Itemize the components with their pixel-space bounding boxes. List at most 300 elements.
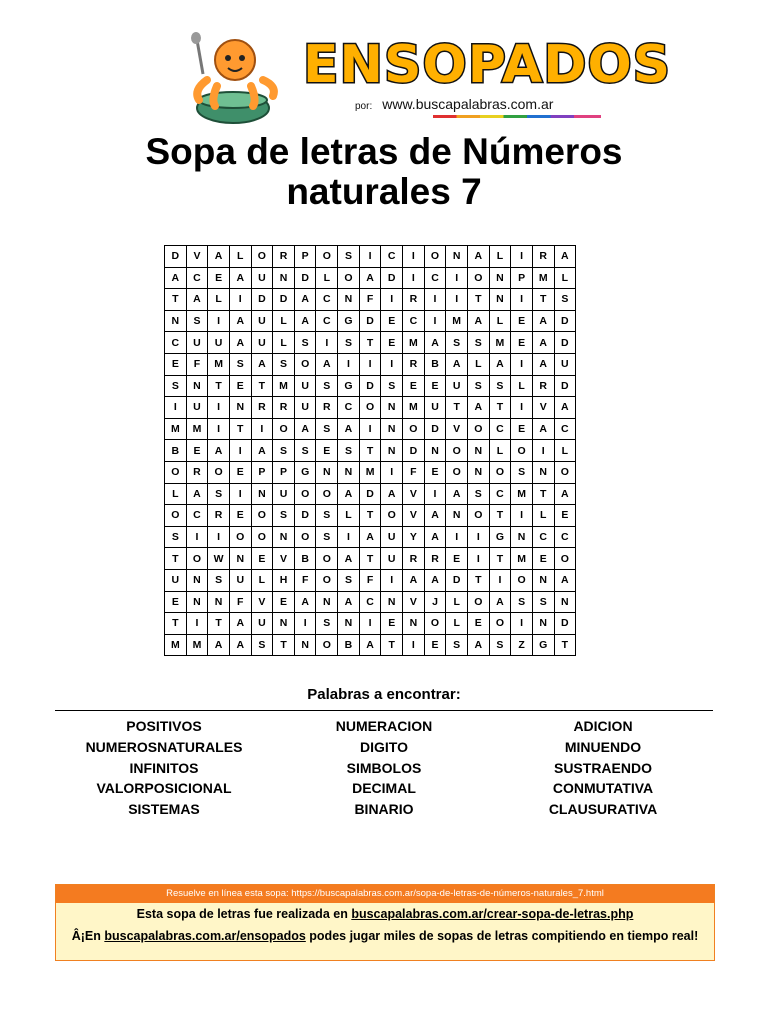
grid-cell[interactable]: S [467, 375, 489, 397]
grid-cell[interactable]: O [316, 634, 338, 656]
grid-cell[interactable]: N [489, 267, 511, 289]
grid-cell[interactable]: A [359, 267, 381, 289]
grid-cell[interactable]: V [403, 505, 425, 527]
grid-cell[interactable]: T [381, 634, 403, 656]
grid-cell[interactable]: I [381, 461, 403, 483]
grid-cell[interactable]: V [446, 418, 468, 440]
grid-cell[interactable]: S [294, 440, 316, 462]
grid-cell[interactable]: R [251, 397, 273, 419]
grid-cell[interactable]: S [446, 634, 468, 656]
grid-cell[interactable]: V [403, 591, 425, 613]
grid-cell[interactable]: I [359, 613, 381, 635]
grid-cell[interactable]: A [338, 591, 360, 613]
grid-cell[interactable]: U [251, 267, 273, 289]
grid-cell[interactable]: A [229, 613, 251, 635]
grid-cell[interactable]: L [554, 267, 576, 289]
grid-cell[interactable]: A [294, 310, 316, 332]
grid-cell[interactable]: A [467, 397, 489, 419]
grid-cell[interactable]: A [554, 483, 576, 505]
grid-cell[interactable]: O [467, 591, 489, 613]
grid-cell[interactable]: I [446, 267, 468, 289]
grid-cell[interactable]: O [511, 569, 533, 591]
grid-cell[interactable]: U [446, 375, 468, 397]
grid-cell[interactable]: S [316, 375, 338, 397]
grid-cell[interactable]: E [511, 418, 533, 440]
grid-cell[interactable]: L [489, 310, 511, 332]
grid-cell[interactable]: S [273, 505, 295, 527]
grid-cell[interactable]: E [511, 310, 533, 332]
grid-cell[interactable]: I [359, 418, 381, 440]
grid-cell[interactable]: A [424, 569, 446, 591]
grid-cell[interactable]: I [424, 289, 446, 311]
grid-cell[interactable]: O [165, 461, 187, 483]
grid-cell[interactable]: S [165, 375, 187, 397]
grid-cell[interactable]: D [251, 289, 273, 311]
grid-cell[interactable]: J [424, 591, 446, 613]
grid-cell[interactable]: N [446, 246, 468, 268]
grid-cell[interactable]: H [273, 569, 295, 591]
grid-cell[interactable]: A [489, 591, 511, 613]
grid-cell[interactable]: L [489, 440, 511, 462]
grid-cell[interactable]: L [251, 569, 273, 591]
grid-cell[interactable]: I [359, 353, 381, 375]
grid-cell[interactable]: M [186, 634, 208, 656]
ensopados-link[interactable]: buscapalabras.com.ar/ensopados [104, 929, 306, 943]
grid-cell[interactable]: O [338, 267, 360, 289]
grid-cell[interactable]: L [446, 613, 468, 635]
grid-cell[interactable]: S [316, 613, 338, 635]
grid-cell[interactable]: T [165, 613, 187, 635]
grid-cell[interactable]: T [229, 418, 251, 440]
grid-cell[interactable]: A [403, 569, 425, 591]
grid-cell[interactable]: O [251, 526, 273, 548]
grid-cell[interactable]: N [294, 634, 316, 656]
grid-cell[interactable]: A [294, 418, 316, 440]
grid-cell[interactable]: T [532, 483, 554, 505]
grid-cell[interactable]: Z [511, 634, 533, 656]
create-link[interactable]: buscapalabras.com.ar/crear-sopa-de-letras.php [351, 907, 634, 921]
grid-cell[interactable]: T [208, 613, 230, 635]
grid-cell[interactable]: M [165, 418, 187, 440]
grid-cell[interactable]: A [208, 634, 230, 656]
grid-cell[interactable]: D [446, 569, 468, 591]
grid-cell[interactable]: O [316, 246, 338, 268]
grid-cell[interactable]: O [273, 418, 295, 440]
grid-cell[interactable]: O [294, 483, 316, 505]
grid-cell[interactable]: V [403, 483, 425, 505]
grid-cell[interactable]: N [381, 440, 403, 462]
grid-cell[interactable]: N [446, 505, 468, 527]
grid-cell[interactable]: I [381, 569, 403, 591]
grid-cell[interactable]: O [229, 526, 251, 548]
grid-cell[interactable]: U [186, 332, 208, 354]
grid-cell[interactable]: V [273, 548, 295, 570]
grid-cell[interactable]: N [424, 440, 446, 462]
grid-cell[interactable]: E [424, 375, 446, 397]
grid-cell[interactable]: U [186, 397, 208, 419]
grid-cell[interactable]: U [424, 397, 446, 419]
grid-cell[interactable]: A [424, 526, 446, 548]
grid-cell[interactable]: N [489, 289, 511, 311]
grid-cell[interactable]: T [554, 634, 576, 656]
grid-cell[interactable]: F [294, 569, 316, 591]
grid-cell[interactable]: A [208, 440, 230, 462]
grid-cell[interactable]: I [467, 548, 489, 570]
grid-cell[interactable]: I [511, 505, 533, 527]
grid-cell[interactable]: S [511, 591, 533, 613]
grid-cell[interactable]: A [186, 483, 208, 505]
grid-cell[interactable]: D [165, 246, 187, 268]
grid-cell[interactable]: T [359, 505, 381, 527]
grid-cell[interactable]: E [165, 591, 187, 613]
grid-cell[interactable]: I [511, 613, 533, 635]
grid-cell[interactable]: S [208, 483, 230, 505]
grid-cell[interactable]: Y [403, 526, 425, 548]
grid-cell[interactable]: T [359, 440, 381, 462]
grid-cell[interactable]: A [229, 634, 251, 656]
grid-cell[interactable]: S [338, 569, 360, 591]
grid-cell[interactable]: C [489, 418, 511, 440]
grid-cell[interactable]: D [554, 375, 576, 397]
grid-cell[interactable]: I [532, 440, 554, 462]
grid-cell[interactable]: N [554, 591, 576, 613]
grid-cell[interactable]: D [424, 418, 446, 440]
grid-cell[interactable]: E [424, 461, 446, 483]
grid-cell[interactable]: M [532, 267, 554, 289]
grid-cell[interactable]: M [511, 483, 533, 505]
grid-cell[interactable]: A [294, 591, 316, 613]
grid-cell[interactable]: S [338, 332, 360, 354]
grid-cell[interactable]: N [381, 397, 403, 419]
grid-cell[interactable]: E [165, 353, 187, 375]
grid-cell[interactable]: O [251, 246, 273, 268]
grid-cell[interactable]: S [554, 289, 576, 311]
grid-cell[interactable]: T [251, 375, 273, 397]
grid-cell[interactable]: T [467, 569, 489, 591]
grid-cell[interactable]: I [359, 246, 381, 268]
grid-cell[interactable]: R [273, 397, 295, 419]
grid-cell[interactable]: P [251, 461, 273, 483]
grid-cell[interactable]: L [489, 246, 511, 268]
grid-cell[interactable]: L [273, 332, 295, 354]
grid-cell[interactable]: A [381, 483, 403, 505]
grid-cell[interactable]: M [403, 332, 425, 354]
grid-cell[interactable]: O [467, 505, 489, 527]
grid-cell[interactable]: D [359, 310, 381, 332]
grid-cell[interactable]: E [229, 461, 251, 483]
grid-cell[interactable]: R [273, 246, 295, 268]
grid-cell[interactable]: N [403, 613, 425, 635]
grid-cell[interactable]: A [532, 310, 554, 332]
grid-cell[interactable]: A [359, 526, 381, 548]
grid-cell[interactable]: O [489, 613, 511, 635]
grid-cell[interactable]: P [511, 267, 533, 289]
grid-cell[interactable]: I [316, 332, 338, 354]
grid-cell[interactable]: S [273, 353, 295, 375]
grid-cell[interactable]: C [338, 397, 360, 419]
grid-cell[interactable]: V [532, 397, 554, 419]
grid-cell[interactable]: T [165, 548, 187, 570]
grid-cell[interactable]: T [165, 289, 187, 311]
grid-cell[interactable]: E [208, 267, 230, 289]
grid-cell[interactable]: I [489, 569, 511, 591]
grid-cell[interactable]: O [208, 461, 230, 483]
grid-cell[interactable]: S [186, 310, 208, 332]
grid-cell[interactable]: U [208, 332, 230, 354]
grid-cell[interactable]: O [316, 483, 338, 505]
grid-cell[interactable]: C [165, 332, 187, 354]
grid-cell[interactable]: I [467, 526, 489, 548]
grid-cell[interactable]: O [446, 440, 468, 462]
grid-cell[interactable]: E [467, 613, 489, 635]
grid-cell[interactable]: A [165, 267, 187, 289]
grid-cell[interactable]: O [511, 440, 533, 462]
grid-cell[interactable]: A [446, 353, 468, 375]
grid-cell[interactable]: L [511, 375, 533, 397]
grid-cell[interactable]: E [316, 440, 338, 462]
grid-cell[interactable]: U [381, 526, 403, 548]
grid-cell[interactable]: N [338, 461, 360, 483]
grid-cell[interactable]: F [229, 591, 251, 613]
grid-cell[interactable]: R [532, 246, 554, 268]
grid-cell[interactable]: I [403, 246, 425, 268]
grid-cell[interactable]: N [251, 483, 273, 505]
grid-cell[interactable]: P [294, 246, 316, 268]
grid-cell[interactable]: L [208, 289, 230, 311]
grid-cell[interactable]: A [229, 310, 251, 332]
grid-cell[interactable]: N [316, 461, 338, 483]
grid-cell[interactable]: N [338, 289, 360, 311]
grid-cell[interactable]: A [229, 332, 251, 354]
grid-cell[interactable]: N [316, 591, 338, 613]
grid-cell[interactable]: N [186, 591, 208, 613]
grid-cell[interactable]: T [467, 289, 489, 311]
grid-cell[interactable]: T [208, 375, 230, 397]
grid-cell[interactable]: D [554, 613, 576, 635]
grid-cell[interactable]: R [403, 548, 425, 570]
grid-cell[interactable]: T [532, 289, 554, 311]
grid-cell[interactable]: S [165, 526, 187, 548]
grid-cell[interactable]: N [273, 526, 295, 548]
grid-cell[interactable]: T [273, 634, 295, 656]
grid-cell[interactable]: I [511, 353, 533, 375]
grid-cell[interactable]: N [273, 613, 295, 635]
grid-cell[interactable]: O [316, 548, 338, 570]
grid-cell[interactable]: E [381, 613, 403, 635]
grid-cell[interactable]: S [489, 634, 511, 656]
grid-cell[interactable]: L [316, 267, 338, 289]
grid-cell[interactable]: M [165, 634, 187, 656]
grid-cell[interactable]: C [359, 591, 381, 613]
grid-cell[interactable]: G [489, 526, 511, 548]
grid-cell[interactable]: S [316, 418, 338, 440]
grid-cell[interactable]: S [489, 375, 511, 397]
grid-cell[interactable]: M [359, 461, 381, 483]
grid-cell[interactable]: C [554, 526, 576, 548]
grid-cell[interactable]: G [532, 634, 554, 656]
grid-cell[interactable]: A [467, 634, 489, 656]
grid-cell[interactable]: I [511, 289, 533, 311]
grid-cell[interactable]: S [316, 526, 338, 548]
grid-cell[interactable]: I [229, 289, 251, 311]
grid-cell[interactable]: C [186, 505, 208, 527]
grid-cell[interactable]: E [186, 440, 208, 462]
grid-cell[interactable]: G [294, 461, 316, 483]
grid-cell[interactable]: A [229, 267, 251, 289]
grid-cell[interactable]: S [294, 332, 316, 354]
grid-cell[interactable]: D [294, 505, 316, 527]
grid-cell[interactable]: M [489, 332, 511, 354]
grid-cell[interactable]: S [467, 332, 489, 354]
online-link-bar[interactable]: Resuelve en línea esta sopa: https://buscapalabras.com.ar/sopa-de-letras-de-números-naturales_7.html [56, 885, 714, 903]
grid-cell[interactable]: U [229, 569, 251, 591]
grid-cell[interactable]: E [273, 591, 295, 613]
grid-cell[interactable]: S [467, 483, 489, 505]
grid-cell[interactable]: O [381, 505, 403, 527]
grid-cell[interactable]: N [381, 418, 403, 440]
grid-cell[interactable]: D [554, 332, 576, 354]
grid-cell[interactable]: N [467, 440, 489, 462]
grid-cell[interactable]: A [251, 353, 273, 375]
grid-cell[interactable]: E [403, 375, 425, 397]
grid-cell[interactable]: A [359, 634, 381, 656]
grid-cell[interactable]: R [424, 548, 446, 570]
grid-cell[interactable]: A [532, 353, 554, 375]
grid-cell[interactable]: E [229, 505, 251, 527]
grid-cell[interactable]: L [273, 310, 295, 332]
grid-cell[interactable]: M [511, 548, 533, 570]
grid-cell[interactable]: I [381, 353, 403, 375]
grid-cell[interactable]: U [294, 397, 316, 419]
grid-cell[interactable]: E [251, 548, 273, 570]
grid-cell[interactable]: A [467, 310, 489, 332]
grid-cell[interactable]: U [273, 483, 295, 505]
grid-cell[interactable]: I [403, 634, 425, 656]
grid-cell[interactable]: M [446, 310, 468, 332]
grid-cell[interactable]: I [381, 289, 403, 311]
grid-cell[interactable]: C [403, 310, 425, 332]
grid-cell[interactable]: C [186, 267, 208, 289]
grid-cell[interactable]: W [208, 548, 230, 570]
grid-cell[interactable]: C [424, 267, 446, 289]
grid-cell[interactable]: I [446, 526, 468, 548]
grid-cell[interactable]: A [338, 548, 360, 570]
grid-cell[interactable]: O [467, 267, 489, 289]
grid-cell[interactable]: U [294, 375, 316, 397]
grid-cell[interactable]: B [424, 353, 446, 375]
grid-cell[interactable]: S [316, 505, 338, 527]
grid-cell[interactable]: N [186, 375, 208, 397]
grid-cell[interactable]: N [165, 310, 187, 332]
grid-cell[interactable]: N [273, 267, 295, 289]
grid-cell[interactable]: A [338, 418, 360, 440]
grid-cell[interactable]: O [489, 461, 511, 483]
grid-cell[interactable]: S [338, 246, 360, 268]
grid-cell[interactable]: V [251, 591, 273, 613]
grid-cell[interactable]: I [511, 397, 533, 419]
grid-cell[interactable]: I [165, 397, 187, 419]
grid-cell[interactable]: D [359, 483, 381, 505]
grid-cell[interactable]: N [381, 591, 403, 613]
grid-cell[interactable]: A [554, 569, 576, 591]
grid-cell[interactable]: E [381, 332, 403, 354]
grid-cell[interactable]: F [186, 353, 208, 375]
grid-cell[interactable]: A [467, 246, 489, 268]
grid-cell[interactable]: N [467, 461, 489, 483]
grid-cell[interactable]: N [532, 613, 554, 635]
grid-cell[interactable]: A [532, 418, 554, 440]
grid-cell[interactable]: N [338, 613, 360, 635]
grid-cell[interactable]: I [208, 526, 230, 548]
grid-cell[interactable]: I [229, 440, 251, 462]
grid-cell[interactable]: O [424, 613, 446, 635]
grid-cell[interactable]: A [424, 505, 446, 527]
grid-cell[interactable]: I [208, 310, 230, 332]
grid-cell[interactable]: C [489, 483, 511, 505]
grid-cell[interactable]: A [554, 246, 576, 268]
grid-cell[interactable]: D [381, 267, 403, 289]
grid-cell[interactable]: O [186, 548, 208, 570]
grid-cell[interactable]: A [251, 440, 273, 462]
grid-cell[interactable]: I [208, 397, 230, 419]
grid-cell[interactable]: T [489, 548, 511, 570]
grid-cell[interactable]: E [381, 310, 403, 332]
grid-cell[interactable]: R [186, 461, 208, 483]
grid-cell[interactable]: U [251, 332, 273, 354]
grid-cell[interactable]: E [446, 548, 468, 570]
grid-cell[interactable]: E [229, 375, 251, 397]
grid-cell[interactable]: G [338, 310, 360, 332]
grid-cell[interactable]: F [403, 461, 425, 483]
grid-cell[interactable]: L [165, 483, 187, 505]
grid-cell[interactable]: F [359, 569, 381, 591]
grid-cell[interactable]: B [294, 548, 316, 570]
grid-cell[interactable]: M [403, 397, 425, 419]
grid-cell[interactable]: A [446, 483, 468, 505]
grid-cell[interactable]: N [229, 548, 251, 570]
grid-cell[interactable]: L [467, 353, 489, 375]
grid-cell[interactable]: C [381, 246, 403, 268]
grid-cell[interactable]: T [489, 505, 511, 527]
grid-cell[interactable]: U [381, 548, 403, 570]
grid-cell[interactable]: T [489, 397, 511, 419]
grid-cell[interactable]: I [446, 289, 468, 311]
grid-cell[interactable]: A [489, 353, 511, 375]
grid-cell[interactable]: D [294, 267, 316, 289]
grid-cell[interactable]: O [165, 505, 187, 527]
grid-cell[interactable]: E [532, 548, 554, 570]
grid-cell[interactable]: U [165, 569, 187, 591]
grid-cell[interactable]: I [251, 418, 273, 440]
grid-cell[interactable]: R [403, 289, 425, 311]
grid-cell[interactable]: C [532, 526, 554, 548]
grid-cell[interactable]: A [186, 289, 208, 311]
grid-cell[interactable]: O [403, 418, 425, 440]
grid-cell[interactable]: L [446, 591, 468, 613]
grid-cell[interactable]: E [424, 634, 446, 656]
grid-cell[interactable]: O [294, 353, 316, 375]
grid-cell[interactable]: S [511, 461, 533, 483]
grid-cell[interactable]: O [424, 246, 446, 268]
grid-cell[interactable]: S [446, 332, 468, 354]
grid-cell[interactable]: O [294, 526, 316, 548]
grid-cell[interactable]: A [294, 289, 316, 311]
grid-cell[interactable]: I [424, 483, 446, 505]
grid-cell[interactable]: T [446, 397, 468, 419]
grid-cell[interactable]: I [186, 613, 208, 635]
grid-cell[interactable]: B [165, 440, 187, 462]
grid-cell[interactable]: U [554, 353, 576, 375]
